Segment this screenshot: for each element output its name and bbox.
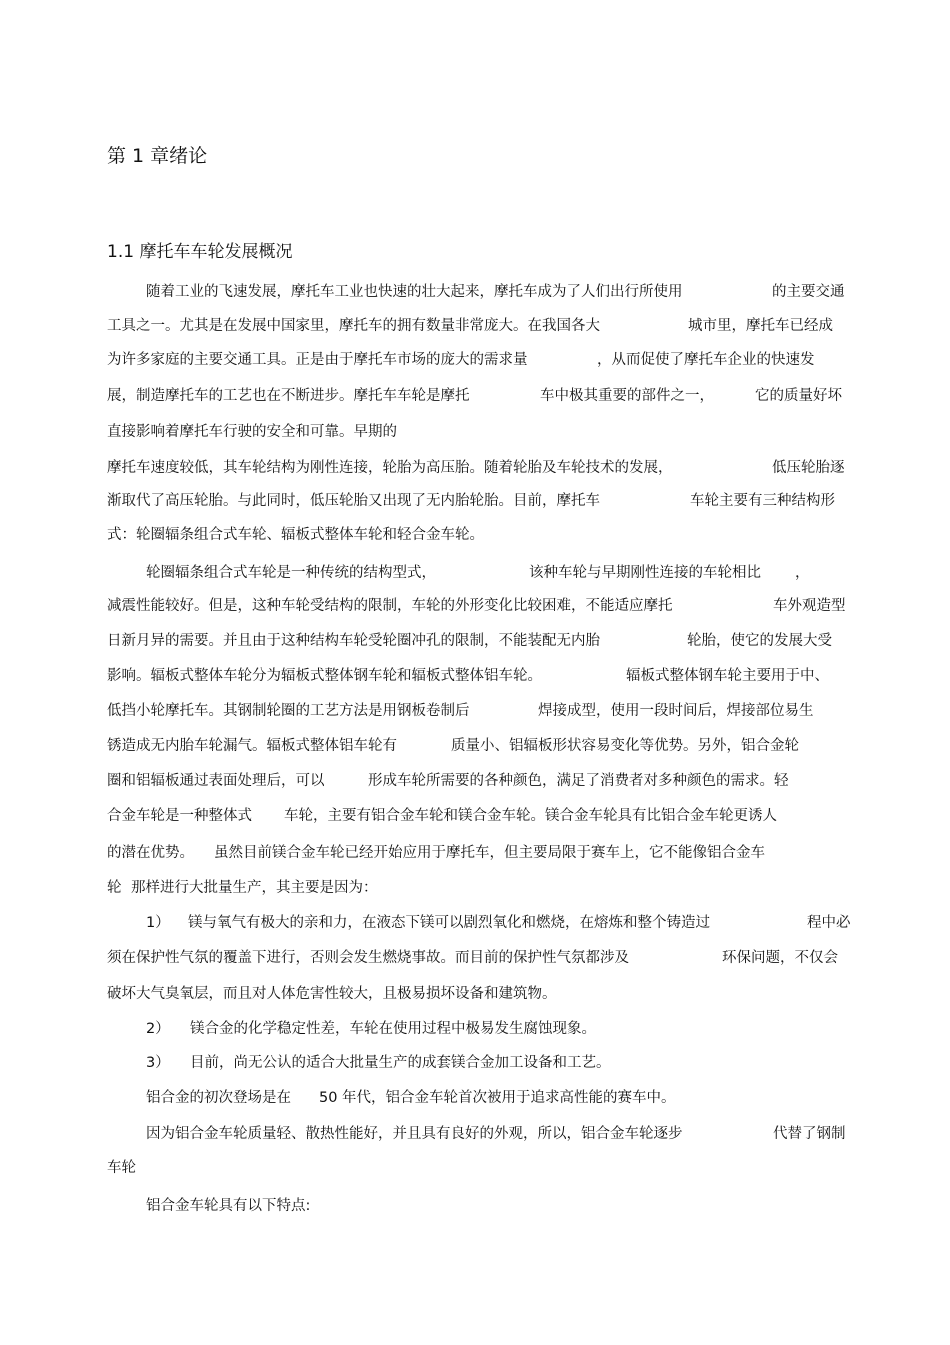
text-segment: 车轮主要有三种结构形 bbox=[690, 493, 835, 509]
text-segment: 车轮 bbox=[107, 1160, 136, 1176]
text-segment: 那样进行大批量生产，其主要是因为： bbox=[131, 880, 378, 896]
text-segment: 铝合金的初次登场是在 bbox=[146, 1090, 291, 1106]
text-segment: 工具之一。尤其是在发展中国家里，摩托车的拥有数量非常庞大。在我国各大 bbox=[107, 318, 600, 334]
text-segment: 圈和铝辐板通过表面处理后，可以 bbox=[107, 773, 325, 789]
list-number: 2） bbox=[146, 1021, 170, 1037]
text-segment: 车轮，主要有铝合金车轮和镁合金车轮。镁合金车轮具有比铝合金车轮更诱人 bbox=[284, 808, 777, 824]
list-number: 1） bbox=[146, 915, 170, 931]
text-segment: 代替了钢制 bbox=[773, 1126, 846, 1142]
text-segment: 式：轮圈辐条组合式车轮、辐板式整体车轮和轻合金车轮。 bbox=[107, 527, 484, 543]
text-segment: 展，制造摩托车的工艺也在不断进步。摩托车车轮是摩托 bbox=[107, 388, 470, 404]
text-segment: 摩托车速度较低，其车轮结构为刚性连接，轮胎为高压胎。随着轮胎及车轮技术的发展， bbox=[107, 460, 673, 476]
list-number: 3） bbox=[146, 1055, 170, 1071]
text-segment: 轮胎，使它的发展大受 bbox=[687, 633, 832, 649]
text-segment: 它的质量好坏 bbox=[755, 388, 842, 404]
chapter-title: 第 1 章绪论 bbox=[107, 145, 208, 167]
text-segment: 的潜在优势。 bbox=[107, 845, 194, 861]
text-segment: 减震性能较好。但是，这种车轮受结构的限制，车轮的外形变化比较困难，不能适应摩托 bbox=[107, 598, 673, 614]
text-segment: 的主要交通 bbox=[772, 284, 845, 300]
text-segment: 须在保护性气氛的覆盖下进行，否则会发生燃烧事故。而目前的保护性气氛都涉及 bbox=[107, 950, 629, 966]
section-title: 1.1 摩托车车轮发展概况 bbox=[107, 242, 293, 262]
text-segment: 焊接成型，使用一段时间后，焊接部位易生 bbox=[538, 703, 814, 719]
text-segment: 合金车轮是一种整体式 bbox=[107, 808, 252, 824]
text-segment: 低压轮胎逐 bbox=[772, 460, 845, 476]
text-segment: 50 年代，铝合金车轮首次被用于追求高性能的赛车中。 bbox=[319, 1090, 676, 1106]
text-segment: ，从而促使了摩托车企业的快速发 bbox=[597, 352, 815, 368]
text-segment: 因为铝合金车轮质量轻、散热性能好，并且具有良好的外观，所以，铝合金车轮逐步 bbox=[146, 1126, 683, 1142]
text-segment: 形成车轮所需要的各种颜色，满足了消费者对多种颜色的需求。轻 bbox=[368, 773, 789, 789]
text-segment: 环保问题，不仅会 bbox=[722, 950, 838, 966]
text-segment: 影响。辐板式整体车轮分为辐板式整体钢车轮和辐板式整体铝车轮。 bbox=[107, 668, 542, 684]
text-segment: 铝合金车轮具有以下特点: bbox=[146, 1198, 311, 1214]
text-segment: 虽然目前镁合金车轮已经开始应用于摩托车，但主要局限于赛车上，它不能像铝合金车 bbox=[214, 845, 765, 861]
text-segment: 低挡小轮摩托车。其钢制轮圈的工艺方法是用钢板卷制后 bbox=[107, 703, 470, 719]
text-segment: 质量小、铝辐板形状容易变化等优势。另外，铝合金轮 bbox=[451, 738, 799, 754]
text-segment: 目前，尚无公认的适合大批量生产的成套镁合金加工设备和工艺。 bbox=[190, 1055, 611, 1071]
text-segment: 直接影响着摩托车行驶的安全和可靠。早期的 bbox=[107, 424, 397, 440]
text-segment: 轮圈辐条组合式车轮是一种传统的结构型式， bbox=[146, 565, 436, 581]
text-segment: ， bbox=[795, 565, 810, 581]
text-segment: 破坏大气臭氧层，而且对人体危害性较大，且极易损坏设备和建筑物。 bbox=[107, 986, 557, 1002]
text-segment: 城市里，摩托车已经成 bbox=[688, 318, 833, 334]
text-segment: 日新月异的需要。并且由于这种结构车轮受轮圈冲孔的限制，不能装配无内胎 bbox=[107, 633, 600, 649]
text-segment: 该种车轮与早期刚性连接的车轮相比 bbox=[529, 565, 761, 581]
text-segment: 锈造成无内胎车轮漏气。辐板式整体铝车轮有 bbox=[107, 738, 397, 754]
text-segment: 车外观造型 bbox=[773, 598, 846, 614]
text-segment: 随着工业的飞速发展，摩托车工业也快速的壮大起来，摩托车成为了人们出行所使用 bbox=[146, 284, 683, 300]
text-segment: 为许多家庭的主要交通工具。正是由于摩托车市场的庞大的需求量 bbox=[107, 352, 528, 368]
text-segment: 镁与氧气有极大的亲和力，在液态下镁可以剧烈氧化和燃烧，在熔炼和整个铸造过 bbox=[188, 915, 710, 931]
text-segment: 车中极其重要的部件之一， bbox=[540, 388, 714, 404]
text-segment: 镁合金的化学稳定性差，车轮在使用过程中极易发生腐蚀现象。 bbox=[190, 1021, 596, 1037]
text-segment: 轮 bbox=[107, 880, 122, 896]
text-segment: 程中必 bbox=[807, 915, 851, 931]
text-segment: 渐取代了高压轮胎。与此同时，低压轮胎又出现了无内胎轮胎。目前，摩托车 bbox=[107, 493, 600, 509]
text-segment: 辐板式整体钢车轮主要用于中、 bbox=[626, 668, 829, 684]
